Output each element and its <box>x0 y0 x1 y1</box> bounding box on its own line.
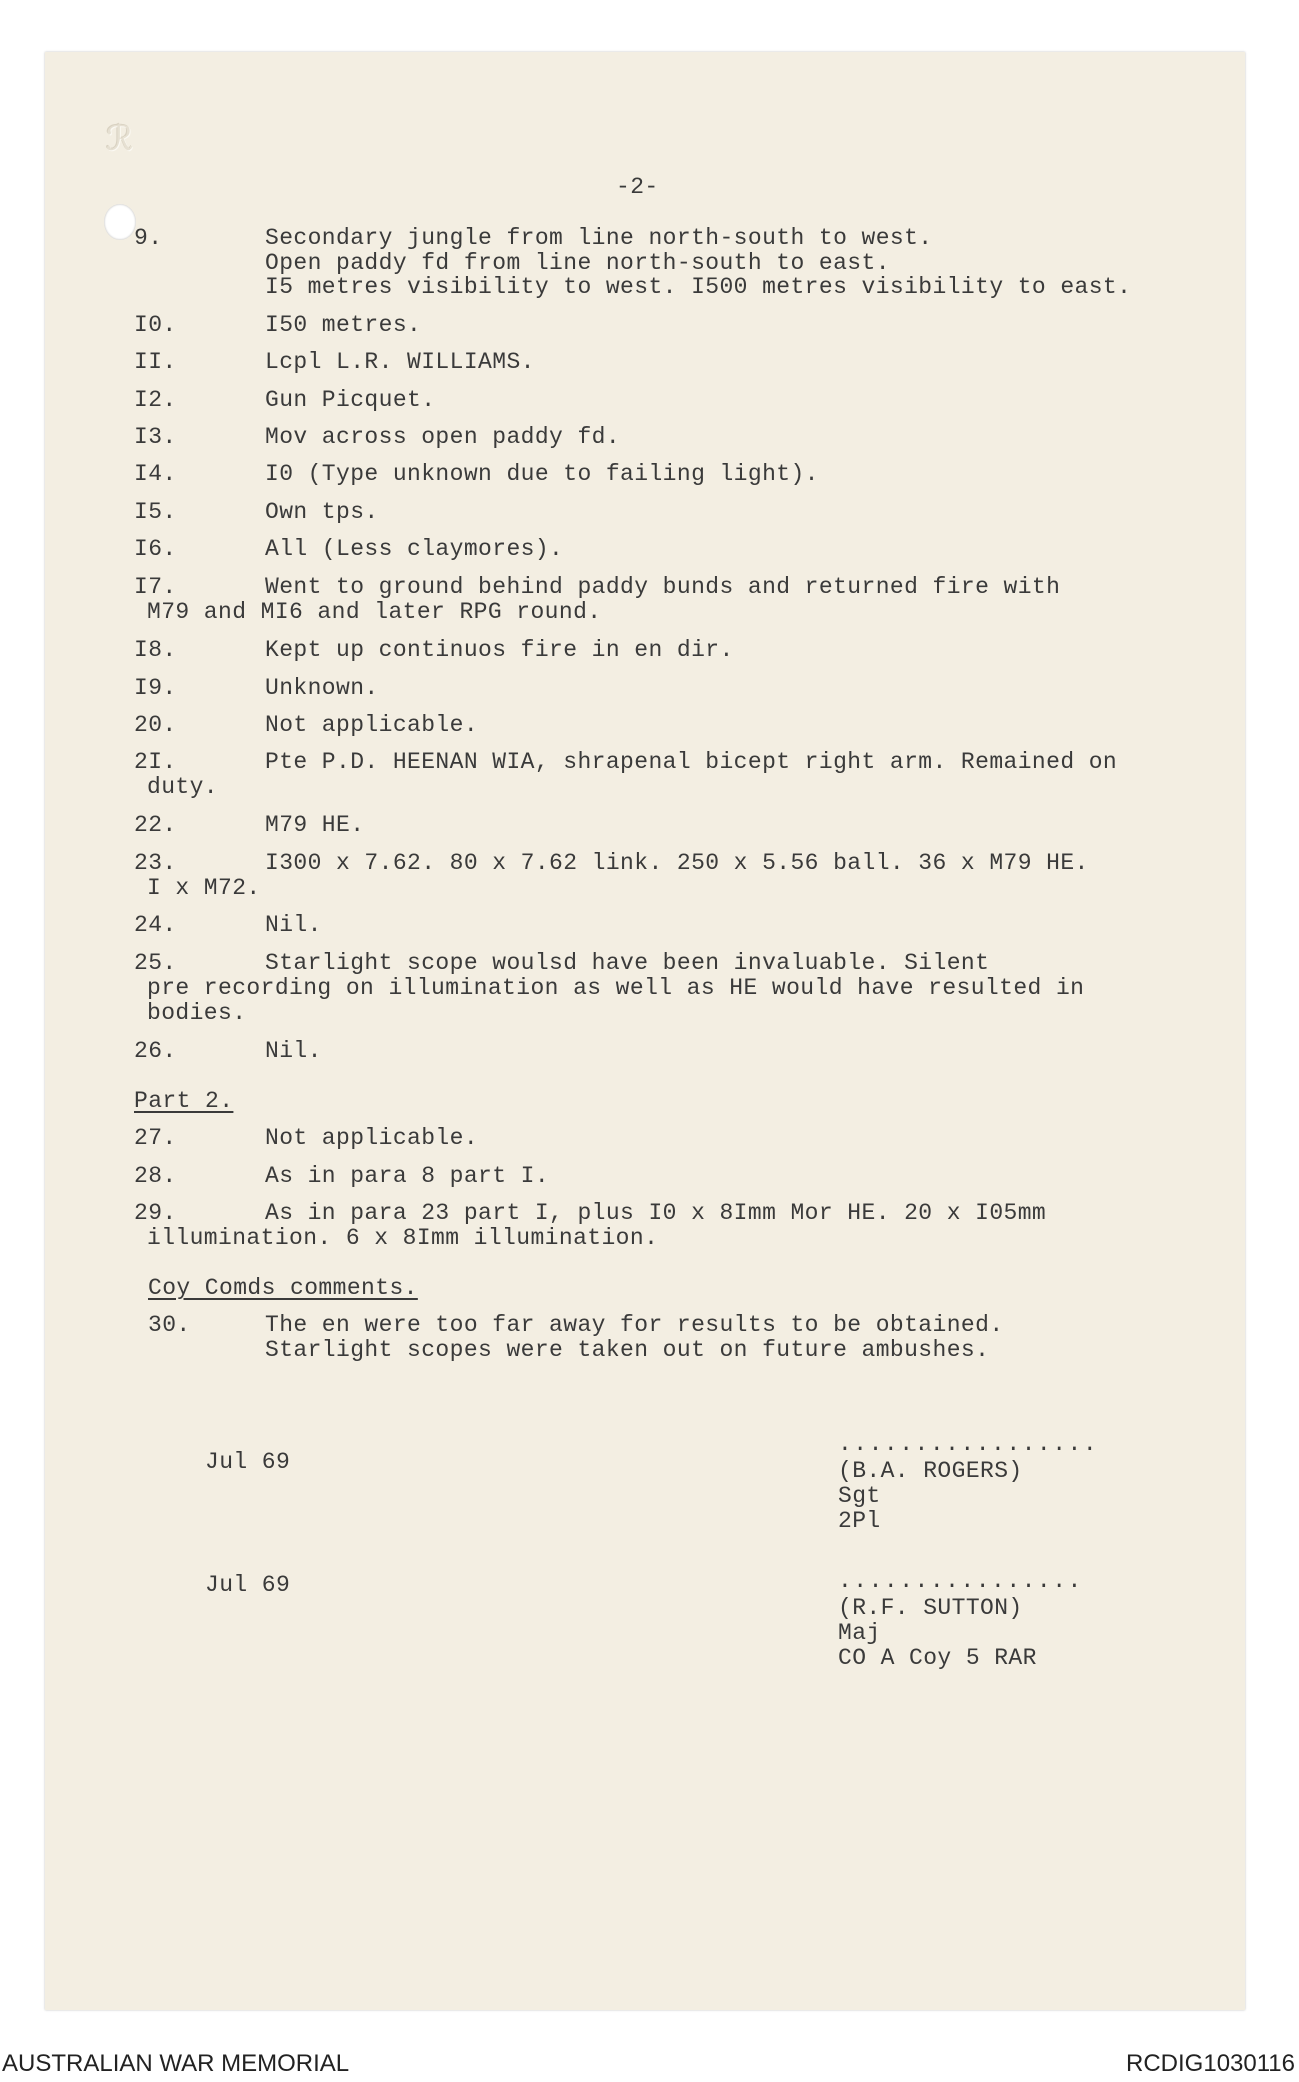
para-text-continued: M79 and MI6 and later RPG round. <box>147 599 602 625</box>
para-number: I8. <box>134 637 177 663</box>
para-text: As in para 8 part I. <box>265 1163 550 1189</box>
signature-line: ................. <box>838 1431 1099 1457</box>
signature-date: Jul 69 <box>205 1449 291 1475</box>
para-text: Unknown. <box>265 675 379 701</box>
para-text: Went to ground behind paddy bunds and returned fire with <box>265 574 1061 600</box>
para-text: Starlight scopes were taken out on future ambushes. <box>265 1337 990 1363</box>
footer-record-id: RCDIG1030116 <box>1126 2050 1295 2077</box>
para-text: Not applicable. <box>265 712 479 738</box>
para-text: M79 HE. <box>265 812 365 838</box>
signatory-rank: Maj <box>838 1620 881 1646</box>
para-number: 24. <box>134 912 177 938</box>
para-number: I4. <box>134 461 177 487</box>
para-number: I5. <box>134 499 177 525</box>
para-text: Kept up continuos fire in en dir. <box>265 637 734 663</box>
footer-institution: AUSTRALIAN WAR MEMORIAL <box>2 2050 350 2077</box>
para-number: 29. <box>134 1200 177 1226</box>
signatory-rank: Sgt <box>838 1483 881 1509</box>
signatory-unit: CO A Coy 5 RAR <box>838 1645 1037 1671</box>
para-text: Lcpl L.R. WILLIAMS. <box>265 349 535 375</box>
para-text-continued: bodies. <box>147 1000 247 1026</box>
para-text: Gun Picquet. <box>265 387 436 413</box>
para-text: I5 metres visibility to west. I500 metres visibility to east. <box>265 274 1132 300</box>
para-text: Nil. <box>265 912 322 938</box>
para-text: Pte P.D. HEENAN WIA, shrapenal bicept right arm. Remained on <box>265 749 1118 775</box>
para-text: Mov across open paddy fd. <box>265 424 621 450</box>
embossed-mark-icon: ℛ <box>106 119 134 159</box>
para-number: I6. <box>134 536 177 562</box>
signatory-name: (R.F. SUTTON) <box>838 1595 1023 1621</box>
punch-hole <box>104 204 136 240</box>
para-number: I0. <box>134 312 177 338</box>
para-text: The en were too far away for results to be obtained. <box>265 1312 1004 1338</box>
signature-line: ................ <box>838 1568 1083 1594</box>
document-page <box>45 52 1245 2010</box>
para-text: Open paddy fd from line north-south to east. <box>265 250 890 276</box>
para-text: All (Less claymores). <box>265 536 564 562</box>
para-number: 30. <box>148 1312 191 1338</box>
para-text-continued: I x M72. <box>147 875 261 901</box>
para-number: I3. <box>134 424 177 450</box>
page-number: -2- <box>616 174 659 200</box>
para-text: Nil. <box>265 1038 322 1064</box>
signature-date: Jul 69 <box>205 1572 291 1598</box>
para-text-continued: illumination. 6 x 8Imm illumination. <box>147 1225 659 1251</box>
para-text: I0 (Type unknown due to failing light). <box>265 461 819 487</box>
signatory-unit: 2Pl <box>838 1508 881 1534</box>
para-number: 2I. <box>134 749 177 775</box>
para-number: I7. <box>134 574 177 600</box>
para-text-continued: duty. <box>147 774 219 800</box>
section-heading-coy-comments: Coy Comds comments. <box>148 1275 418 1301</box>
para-number: 20. <box>134 712 177 738</box>
para-number: 28. <box>134 1163 177 1189</box>
para-text: I50 metres. <box>265 312 422 338</box>
para-text: I300 x 7.62. 80 x 7.62 link. 250 x 5.56 ball. 36 x M79 HE. <box>265 850 1089 876</box>
para-text: Own tps. <box>265 499 379 525</box>
para-text: Starlight scope woulsd have been invaluable. Silent <box>265 950 990 976</box>
para-text: Not applicable. <box>265 1125 479 1151</box>
para-text-continued: pre recording on illumination as well as HE would have resulted in <box>147 975 1085 1001</box>
para-number: I9. <box>134 675 177 701</box>
para-number: I2. <box>134 387 177 413</box>
para-text: As in para 23 part I, plus I0 x 8Imm Mor HE. 20 x I05mm <box>265 1200 1047 1226</box>
section-heading-part-2: Part 2. <box>134 1088 234 1114</box>
para-number: II. <box>134 349 177 375</box>
para-number: 22. <box>134 812 177 838</box>
para-number: 25. <box>134 950 177 976</box>
signatory-name: (B.A. ROGERS) <box>838 1458 1023 1484</box>
para-number: 23. <box>134 850 177 876</box>
para-number: 9. <box>134 225 163 251</box>
para-text: Secondary jungle from line north-south to west. <box>265 225 933 251</box>
para-number: 27. <box>134 1125 177 1151</box>
para-number: 26. <box>134 1038 177 1064</box>
